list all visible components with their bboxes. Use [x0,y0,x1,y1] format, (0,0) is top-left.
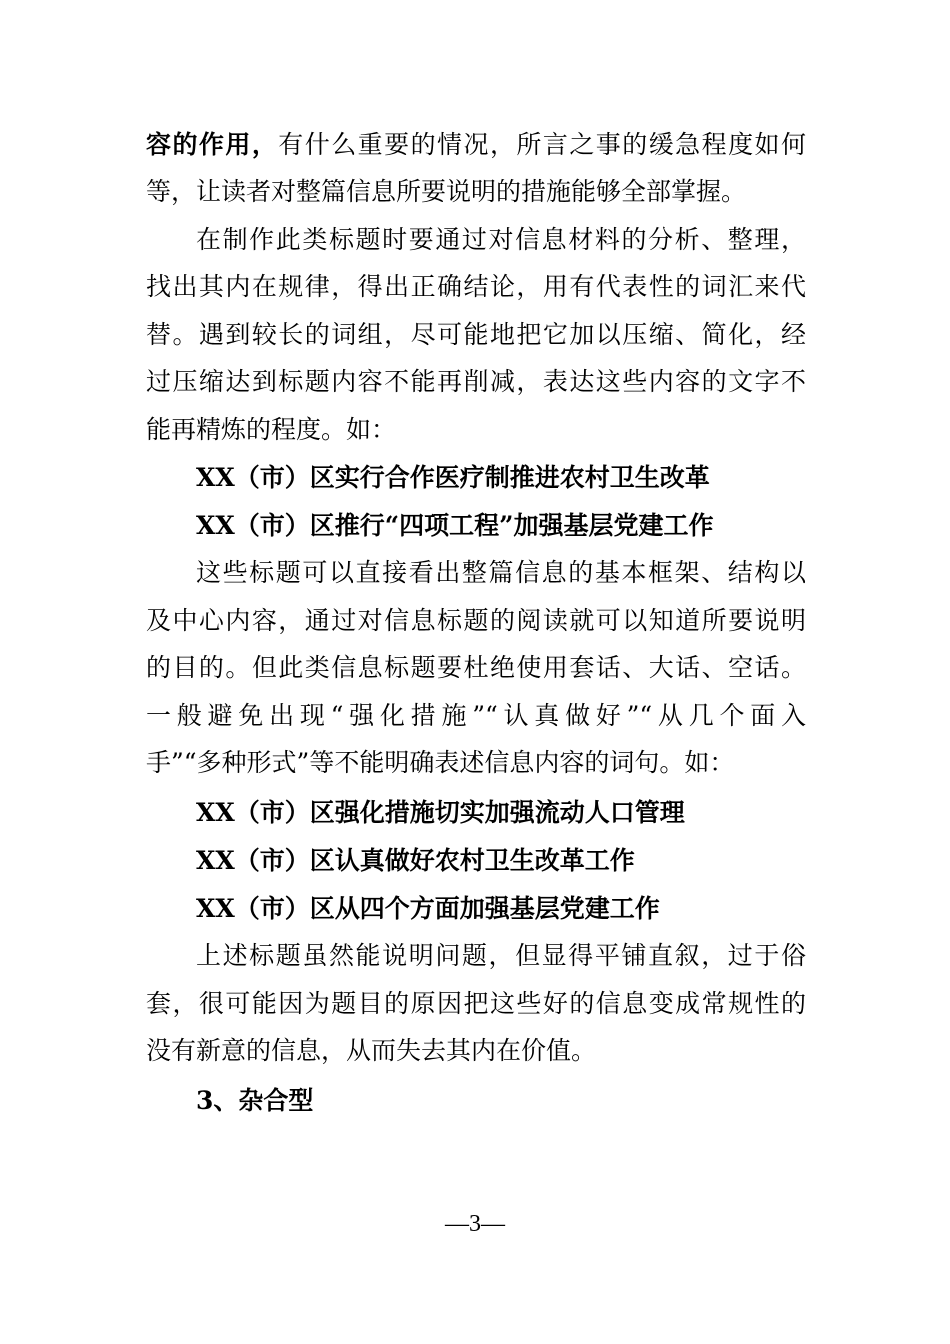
body-text-line: 手”“多种形式”等不能明确表述信息内容的词句。如： [146,748,735,777]
body-text-line: 套，很可能因为题目的原因把这些好的信息变成常规性的 [146,989,806,1018]
body-text-line: 的目的。但此类信息标题要杜绝使用套话、大话、空话。 [146,653,806,682]
example-title: XX（市）区强化措施切实加强流动人口管理 [196,798,685,827]
body-text-line: 过压缩达到标题内容不能再削减，表达这些内容的文字不 [146,367,806,396]
example-title: XX（市）区推行“四项工程”加强基层党建工作 [196,511,714,540]
example-title: XX（市）区实行合作医疗制推进农村卫生改革 [196,463,710,492]
body-text-line: 替。遇到较长的词组，尽可能地把它加以压缩、简化，经 [146,320,806,349]
body-text-line: 能再精炼的程度。如： [146,415,397,444]
paragraph-first-line: 这些标题可以直接看出整篇信息的基本框架、结构以 [196,558,806,587]
bold-lead-text: 容的作用， [146,130,279,159]
example-title: XX（市）区认真做好农村卫生改革工作 [196,846,635,875]
page-number: —3— [445,1211,505,1237]
paragraph-first-line: 在制作此类标题时要通过对信息材料的分析、整理， [196,225,806,254]
body-text-span: 有什么重要的情况，所言之事的缓急程度如何 [278,130,806,159]
body-text-line [146,125,806,165]
body-text-line: 及中心内容，通过对信息标题的阅读就可以知道所要说明 [146,606,806,635]
body-text-line: 找出其内在规律，得出正确结论，用有代表性的词汇来代 [146,272,806,301]
body-text-line: 等，让读者对整篇信息所要说明的措施能够全部掌握。 [146,177,747,206]
example-title: XX（市）区从四个方面加强基层党建工作 [196,894,660,923]
section-heading: 3、杂合型 [196,1086,314,1115]
paragraph-first-line: 上述标题虽然能说明问题，但显得平铺直叙，过于俗 [196,941,806,970]
body-text-line: 没有新意的信息，从而失去其内在价值。 [146,1036,597,1065]
body-text-line: 一般避免出现“强化措施”“认真做好”“从几个面入 [146,701,806,730]
